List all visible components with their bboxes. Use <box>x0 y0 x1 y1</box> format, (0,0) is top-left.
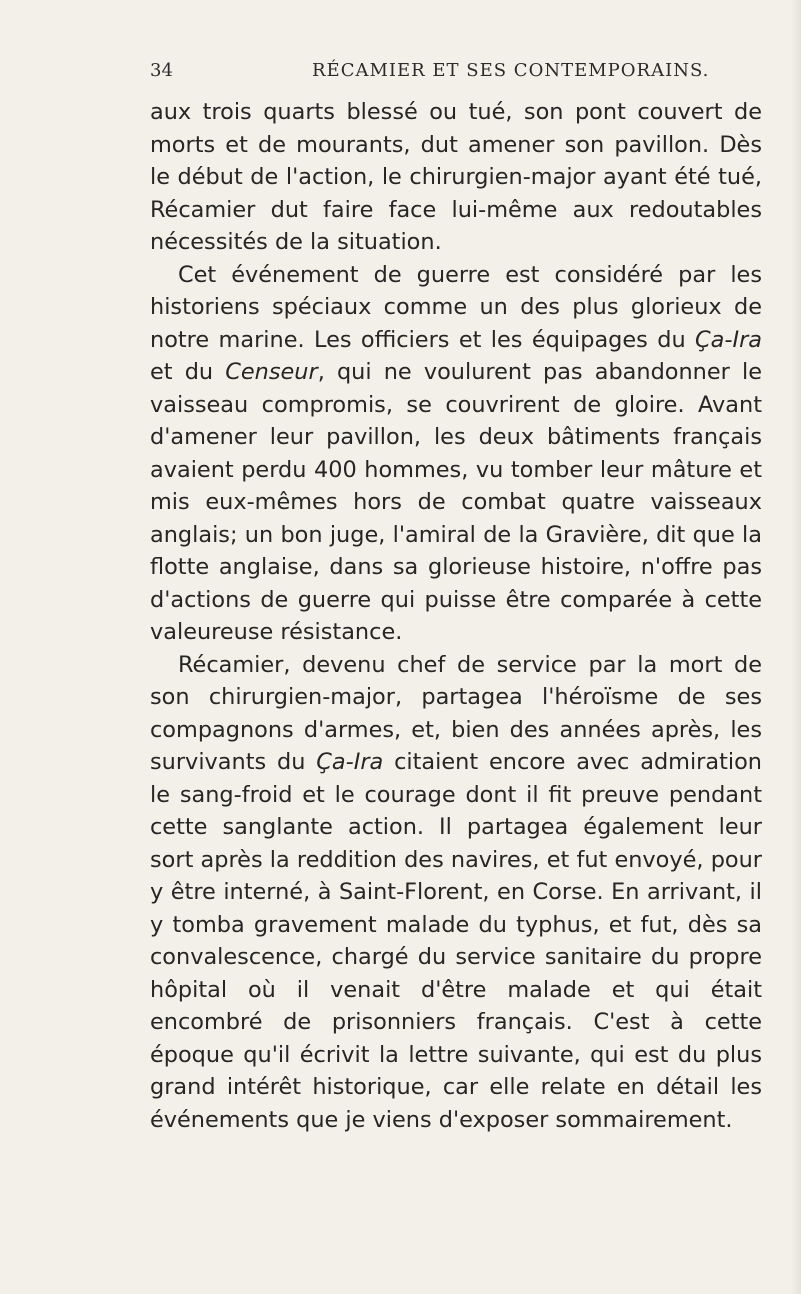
paragraph-3 <box>150 649 762 1137</box>
page-number: 34 <box>150 60 173 81</box>
running-title: RÉCAMIER ET SES CONTEMPORAINS. <box>312 60 710 81</box>
ship-name-censeur: Censeur <box>225 359 318 385</box>
paragraph-3-text-a: Récamier, devenu chef de service par la mort de son chirurgien-major, partagea l'héroïsme de ses compagnons d'armes, et, bien des années après, les survivants du <box>150 651 762 775</box>
paragraph-1-text: aux trois quarts blessé ou tué, son pont couvert de morts et de mourants, dut amener son pavillon. Dès le début de l'action, le chirurgien-major ayant été tué, Récamier dut faire face lui-même aux redoutables nécessités de la situation. <box>150 99 762 255</box>
paragraph-2 <box>150 259 762 649</box>
paragraph-2-text-b: et du <box>150 359 226 385</box>
body-text <box>150 96 762 1136</box>
ship-name-ca-ira-2: Ça-Ira <box>316 749 384 775</box>
page-edge-shadow <box>791 0 801 1294</box>
paragraph-2-text-c: , qui ne voulurent pas abandonner le vaisseau compromis, se couvrirent de gloire. Avant d'amener leur pavillon, les deux bâtiments français avaient perdu 400 hommes, vu tomber leur mâture et mis eux-mêmes hors de combat quatre vaisseaux anglais; un bon juge, l'amiral de la Gravière, dit que la flotte anglaise, dans sa glorieuse histoire, n'offre pas d'actions de guerre qui puisse être comparée à cette valeureuse résistance. <box>150 359 762 645</box>
paragraph-3-text-b: citaient encore avec admiration le sang-froid et le courage dont il fit preuve pendant cette sanglante action. Il partagea également leur sort après la reddition des navires, et fut envoyé, pour y être interné, à Saint-Florent, en Corse. En arrivant, il y tomba gravement malade du typhus, et fut, dès sa convalescence, chargé du service sanitaire du propre hôpital où il venait d'être malade et qui était encombré de prisonniers français. C'est à cette époque qu'il écrivit la lettre suivante, qui est du plus grand intérêt historique, car elle relate en détail les événements que je viens d'exposer sommairement. <box>150 749 763 1133</box>
paragraph-1 <box>150 96 762 259</box>
page-header <box>150 60 770 86</box>
ship-name-ca-ira: Ça-Ira <box>695 326 762 353</box>
paragraph-2-text-a: Cet événement de guerre est considéré par les historiens spéciaux comme un des plus glorieux de notre marine. Les officiers et les équipages du <box>150 261 762 353</box>
